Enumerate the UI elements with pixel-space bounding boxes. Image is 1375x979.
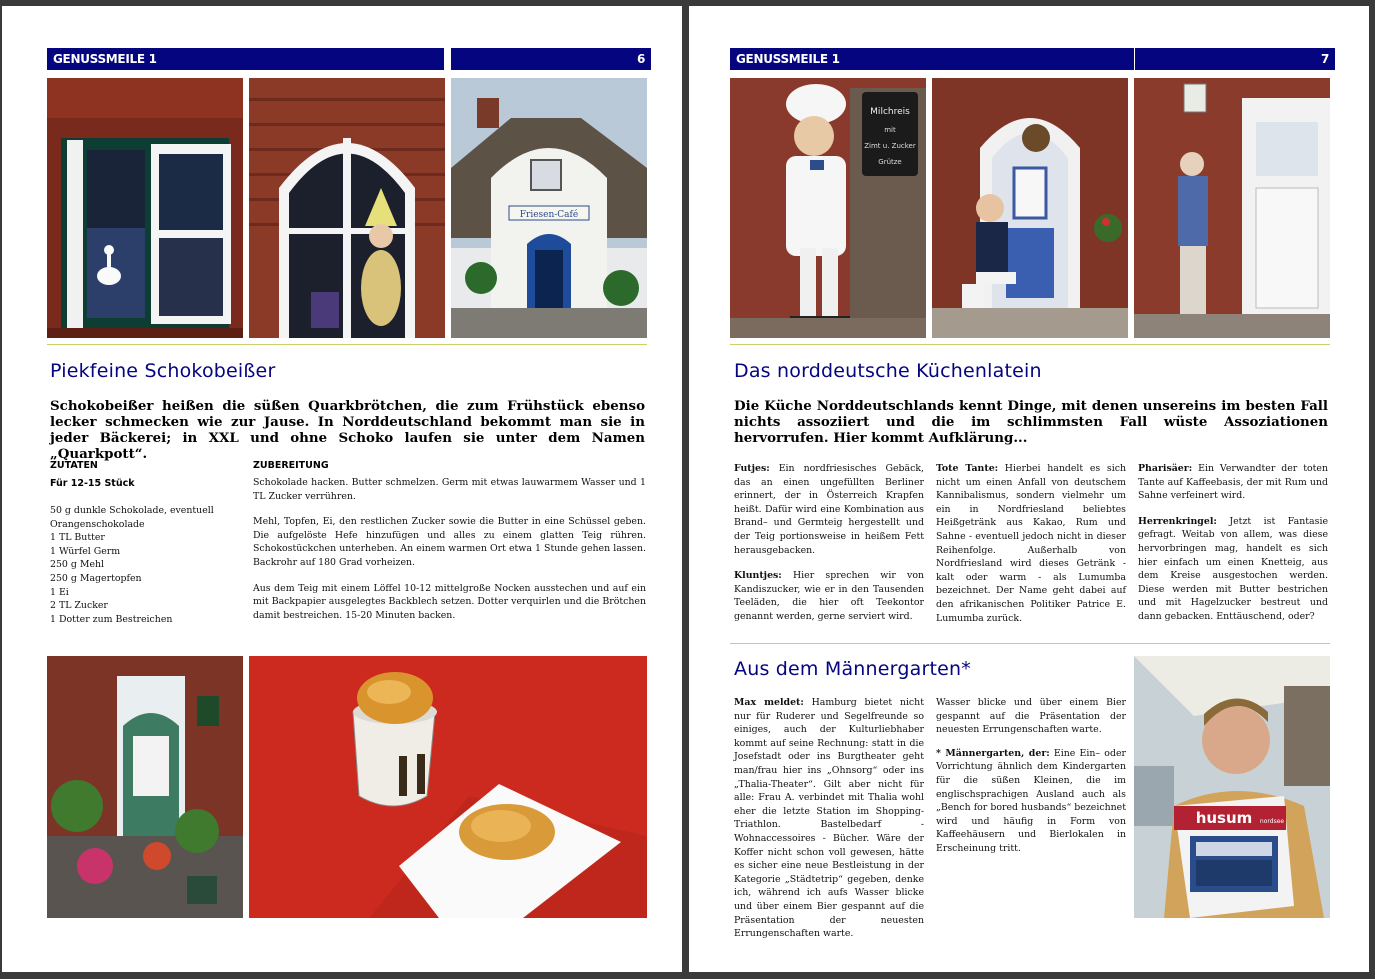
friesen-cafe-photo xyxy=(451,78,647,338)
svg-text:Grütze: Grütze xyxy=(878,158,902,166)
glossary-entry xyxy=(1138,462,1328,503)
cafe-sign-text: Friesen-Café xyxy=(519,210,579,220)
maennergarten-heading: Aus dem Männergarten* xyxy=(734,658,971,680)
glossary-term: Herrenkringel: xyxy=(1138,515,1217,527)
glossary-entry xyxy=(734,569,924,623)
quarkbroetchen-photo xyxy=(249,656,647,918)
glossary-definition: Ein nordfriesisches Gebäck, das an einen ungefüllten Berliner erinnert, der in Österreich Krapfen heißt. Dafür wird eine Kombination aus Brand– und Germteig hergestellt und der Teig portionsweise in heißem Fett herausgebacken. xyxy=(734,463,925,556)
glossary-definition: Hierbei handelt es sich nicht um einen Anfall von deutschem Kannibalismus, sondern vielmehr um ein in Nordfriesland beliebtes Heißgetränk aus Kakao, Rum und Sahne - eventuell jedoch nicht in dieser Reihenfolge. Außerhalb von Nordfriesland wird dieses Getränk - kalt oder warm - als Lumumba bezeichnet. Der Name geht dabei auf den afrikanischen Politiker Patrice E. Lumumba zurück. xyxy=(936,463,1126,624)
page-header-title xyxy=(47,48,444,70)
chef-figure-photo xyxy=(730,78,926,338)
preparation-step: Mehl, Topfen, Ei, den restlichen Zucker sowie die Butter in eine Schüssel geben. Die aufgelöste Hefe hinzufügen und alles zu einem glatten Teig rühren. Schokostückchen unterheben. An einem warmen Ort etwa 1 Stunde gehen lassen. Backrohr auf 180 Grad vorheizen. xyxy=(253,516,646,568)
right-page xyxy=(689,6,1369,972)
recipe-lead: Schokobeißer heißen die süßen Quarkbrötchen, die zum Frühstück ebenso lecker schmecken wie zur Jause. In Norddeutschland bekommt man sie in jeder Bäckerei; in XXL und ohne Schoko laufen sie unter dem Namen „Quarkpott“. xyxy=(50,398,645,462)
ingredient-item: 250 g Magertopfen xyxy=(50,572,142,584)
left-page xyxy=(2,6,682,972)
maennergarten-column-1 xyxy=(734,696,924,940)
preparation-label: ZUBEREITUNG xyxy=(253,460,329,471)
sailor-bench-photo xyxy=(932,78,1128,338)
ingredient-item: 2 TL Zucker xyxy=(50,600,108,612)
header-title-text: GENUSSMEILE 1 xyxy=(736,52,840,66)
glossary-term: Futjes: xyxy=(734,463,770,474)
glossary-column-2 xyxy=(936,462,1126,637)
glossary-definition: Jetzt ist Fantasie gefragt. Weitab von allem, was diese hervorbringen mag, handelt es sich hier einfach um einen Knetteig, aus dem Kreise ausgestochen werden. Diese werden mit Butter bestrichen und mit Hagelzucker bestreut und dann gebacken. Enttäuschend, oder? xyxy=(1138,515,1328,622)
magazine-subtitle: nordsee xyxy=(1259,818,1285,825)
page-number: 7 xyxy=(1320,52,1329,66)
stork-window-photo xyxy=(47,78,243,338)
ingredient-item: 1 Dotter zum Bestreichen xyxy=(50,613,173,625)
glossary-term: * Männergarten, der: xyxy=(936,747,1050,759)
recipe-heading: Piekfeine Schokobeißer xyxy=(50,360,276,382)
portion-label: Für 12-15 Stück xyxy=(50,478,135,489)
glossary-entry xyxy=(936,747,1126,856)
kuechenlatein-lead: Die Küche Norddeutschlands kennt Dinge, mit denen unsereins im besten Fall nichts assoziiert und die im schlimmsten Fall wüste Assoziationen hervorrufen. Hier kommt Aufklärung... xyxy=(734,398,1328,446)
maennergarten-column-2 xyxy=(936,696,1126,868)
glossary-definition: Hier sprechen wir von Kandiszucker, wie er in den Tausenden Teeläden, die hier oft Teekontor genannt werden, gerne serviert wird. xyxy=(734,570,924,622)
story-continuation: Wasser blicke und über einem Bier gespannt auf die Präsentation der neuesten Errungenschaften warte. xyxy=(936,697,1126,736)
preparation-steps xyxy=(253,476,646,634)
svg-text:Zimt u. Zucker: Zimt u. Zucker xyxy=(864,142,916,150)
glossary-definition: Ein Verwandter der toten Tante auf Kaffeebasis, der mit Rum und Sahne verfeinert wird. xyxy=(1138,463,1328,502)
ingredient-item: Orangenschokolade xyxy=(50,518,145,530)
section-divider xyxy=(730,643,1330,644)
page-number-box xyxy=(451,48,651,70)
glossary-entry xyxy=(734,462,924,557)
story-text: Hamburg bietet nicht nur für Ruderer und Segelfreunde so einiges, auch der Kulturliebhaber kommt auf seine Rechnung: statt in die Josefstadt oder ins Burgtheater geht man/frau hier ins „Ohnsorg“ oder ins „Thalia-Theater“. Gilt aber nicht für alle: Frau A. verbindet mit Thalia wohl eher die letzte Station im Shopping-Triathlon. Bastelbedarf - Wohnaccessoires - Bücher. Wäre der Koffer nicht schon voll gewesen, hätte es sicher eine neue Bestleistung in der Kategorie „Städtetrip“ gegeben, denke ich, während ich aufs Wasser blicke und über einem Bier gespannt auf die Präsentation der neuesten Errungenschaften warte. xyxy=(734,697,924,940)
ingredients-label: ZUTATEN xyxy=(50,460,98,471)
page-header-title xyxy=(730,48,1134,70)
glossary-entry xyxy=(936,462,1126,625)
ingredients-list xyxy=(50,504,240,626)
ingredient-item: 250 g Mehl xyxy=(50,559,105,571)
story-term: Max meldet: xyxy=(734,697,804,708)
sailor-door-photo xyxy=(1134,78,1330,338)
glossary-term: Kluntjes: xyxy=(734,570,782,582)
section-divider xyxy=(47,344,647,345)
preparation-step: Schokolade hacken. Butter schmelzen. Germ mit etwas lauwarmem Wasser und 1 TL Zucker verrühren. xyxy=(253,477,646,502)
chalkboard-text: Milchreis xyxy=(870,107,910,117)
page-number: 6 xyxy=(636,52,645,66)
magazine-title: husum xyxy=(1195,809,1253,827)
glossary-definition: Eine Ein– oder Vorrichtung ähnlich dem Kindergarten für die süßen Kleinen, die im englischsprachigen Ausland auch als „Bench for bored husbands“ bezeichnet wird und häufig in Form von Kaffeehäusern und Bierlokalen in Erscheinung tritt. xyxy=(936,747,1126,854)
gnome-window-photo xyxy=(249,78,445,338)
ingredient-item: 1 Würfel Germ xyxy=(50,545,121,557)
glossary-term: Tote Tante: xyxy=(936,463,999,474)
glossary-entry xyxy=(1138,515,1328,624)
ingredient-item: 50 g dunkle Schokolade, eventuell xyxy=(50,505,214,516)
glossary-term: Pharisäer: xyxy=(1138,463,1193,474)
section-divider xyxy=(730,344,1330,345)
glossary-column-3 xyxy=(1138,462,1328,636)
header-title-text: GENUSSMEILE 1 xyxy=(53,52,157,66)
kuechenlatein-heading: Das norddeutsche Küchenlatein xyxy=(734,360,1042,382)
garden-door-photo xyxy=(47,656,243,918)
svg-text:mit: mit xyxy=(884,126,896,134)
ingredient-item: 1 TL Butter xyxy=(50,532,105,544)
ingredient-item: 1 Ei xyxy=(50,586,69,598)
man-reading-photo xyxy=(1134,656,1330,918)
glossary-column-1 xyxy=(734,462,924,636)
page-number-box xyxy=(1135,48,1335,70)
preparation-step: Aus dem Teig mit einem Löffel 10-12 mittelgroße Nocken ausstechen und auf ein mit Backpapier ausgelegtes Backblech setzen. Dotter verquirlen und die Brötchen damit bestreichen. 15-20 Minuten backen. xyxy=(253,582,646,621)
